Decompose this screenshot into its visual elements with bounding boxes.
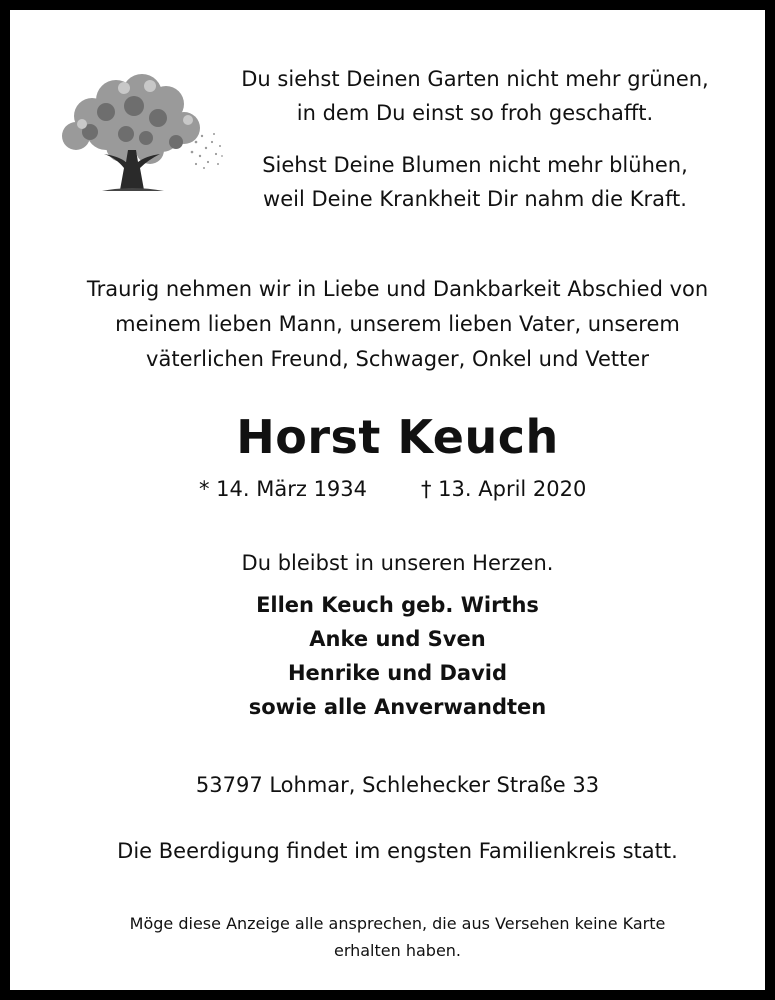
- deceased-name: Horst Keuch: [236, 410, 559, 464]
- mourner: Ellen Keuch geb. Wirths: [256, 593, 539, 617]
- mourners-list: [10, 588, 775, 724]
- address: 53797 Lohmar, Schlehecker Straße 33: [195, 773, 600, 797]
- birth-date: * 14. März 1934: [199, 477, 368, 501]
- footnote: [70, 910, 725, 964]
- death-date: † 13. April 2020: [421, 477, 587, 501]
- poem-stanza-2: [210, 148, 740, 216]
- life-dates: [10, 472, 775, 508]
- footnote-line: Möge diese Anzeige alle ansprechen, die aus Versehen keine Karte: [129, 914, 666, 933]
- mourner: Henrike und David: [287, 661, 508, 685]
- farewell-text: [40, 272, 755, 377]
- footnote-line: erhalten haben.: [333, 941, 462, 960]
- funeral-notice: Die Beerdigung findet im engsten Familienkreis statt.: [117, 839, 678, 863]
- tree-icon: [46, 72, 226, 196]
- closing-line: Du bleibst in unseren Herzen.: [241, 551, 554, 575]
- farewell-line: Traurig nehmen wir in Liebe und Dankbarkeit Abschied von: [86, 277, 709, 301]
- farewell-line: meinem lieben Mann, unserem lieben Vater, unserem: [115, 312, 680, 336]
- mourner: sowie alle Anverwandten: [248, 695, 547, 719]
- poem-line: Du siehst Deinen Garten nicht mehr grünen,: [241, 67, 709, 91]
- poem-stanza-1: [210, 62, 740, 130]
- poem-line: in dem Du einst so froh geschafft.: [296, 101, 654, 125]
- poem-line: weil Deine Krankheit Dir nahm die Kraft.: [263, 187, 687, 211]
- mourner: Anke und Sven: [309, 627, 486, 651]
- farewell-line: väterlichen Freund, Schwager, Onkel und Vetter: [146, 347, 649, 371]
- poem-line: Siehst Deine Blumen nicht mehr blühen,: [262, 153, 688, 177]
